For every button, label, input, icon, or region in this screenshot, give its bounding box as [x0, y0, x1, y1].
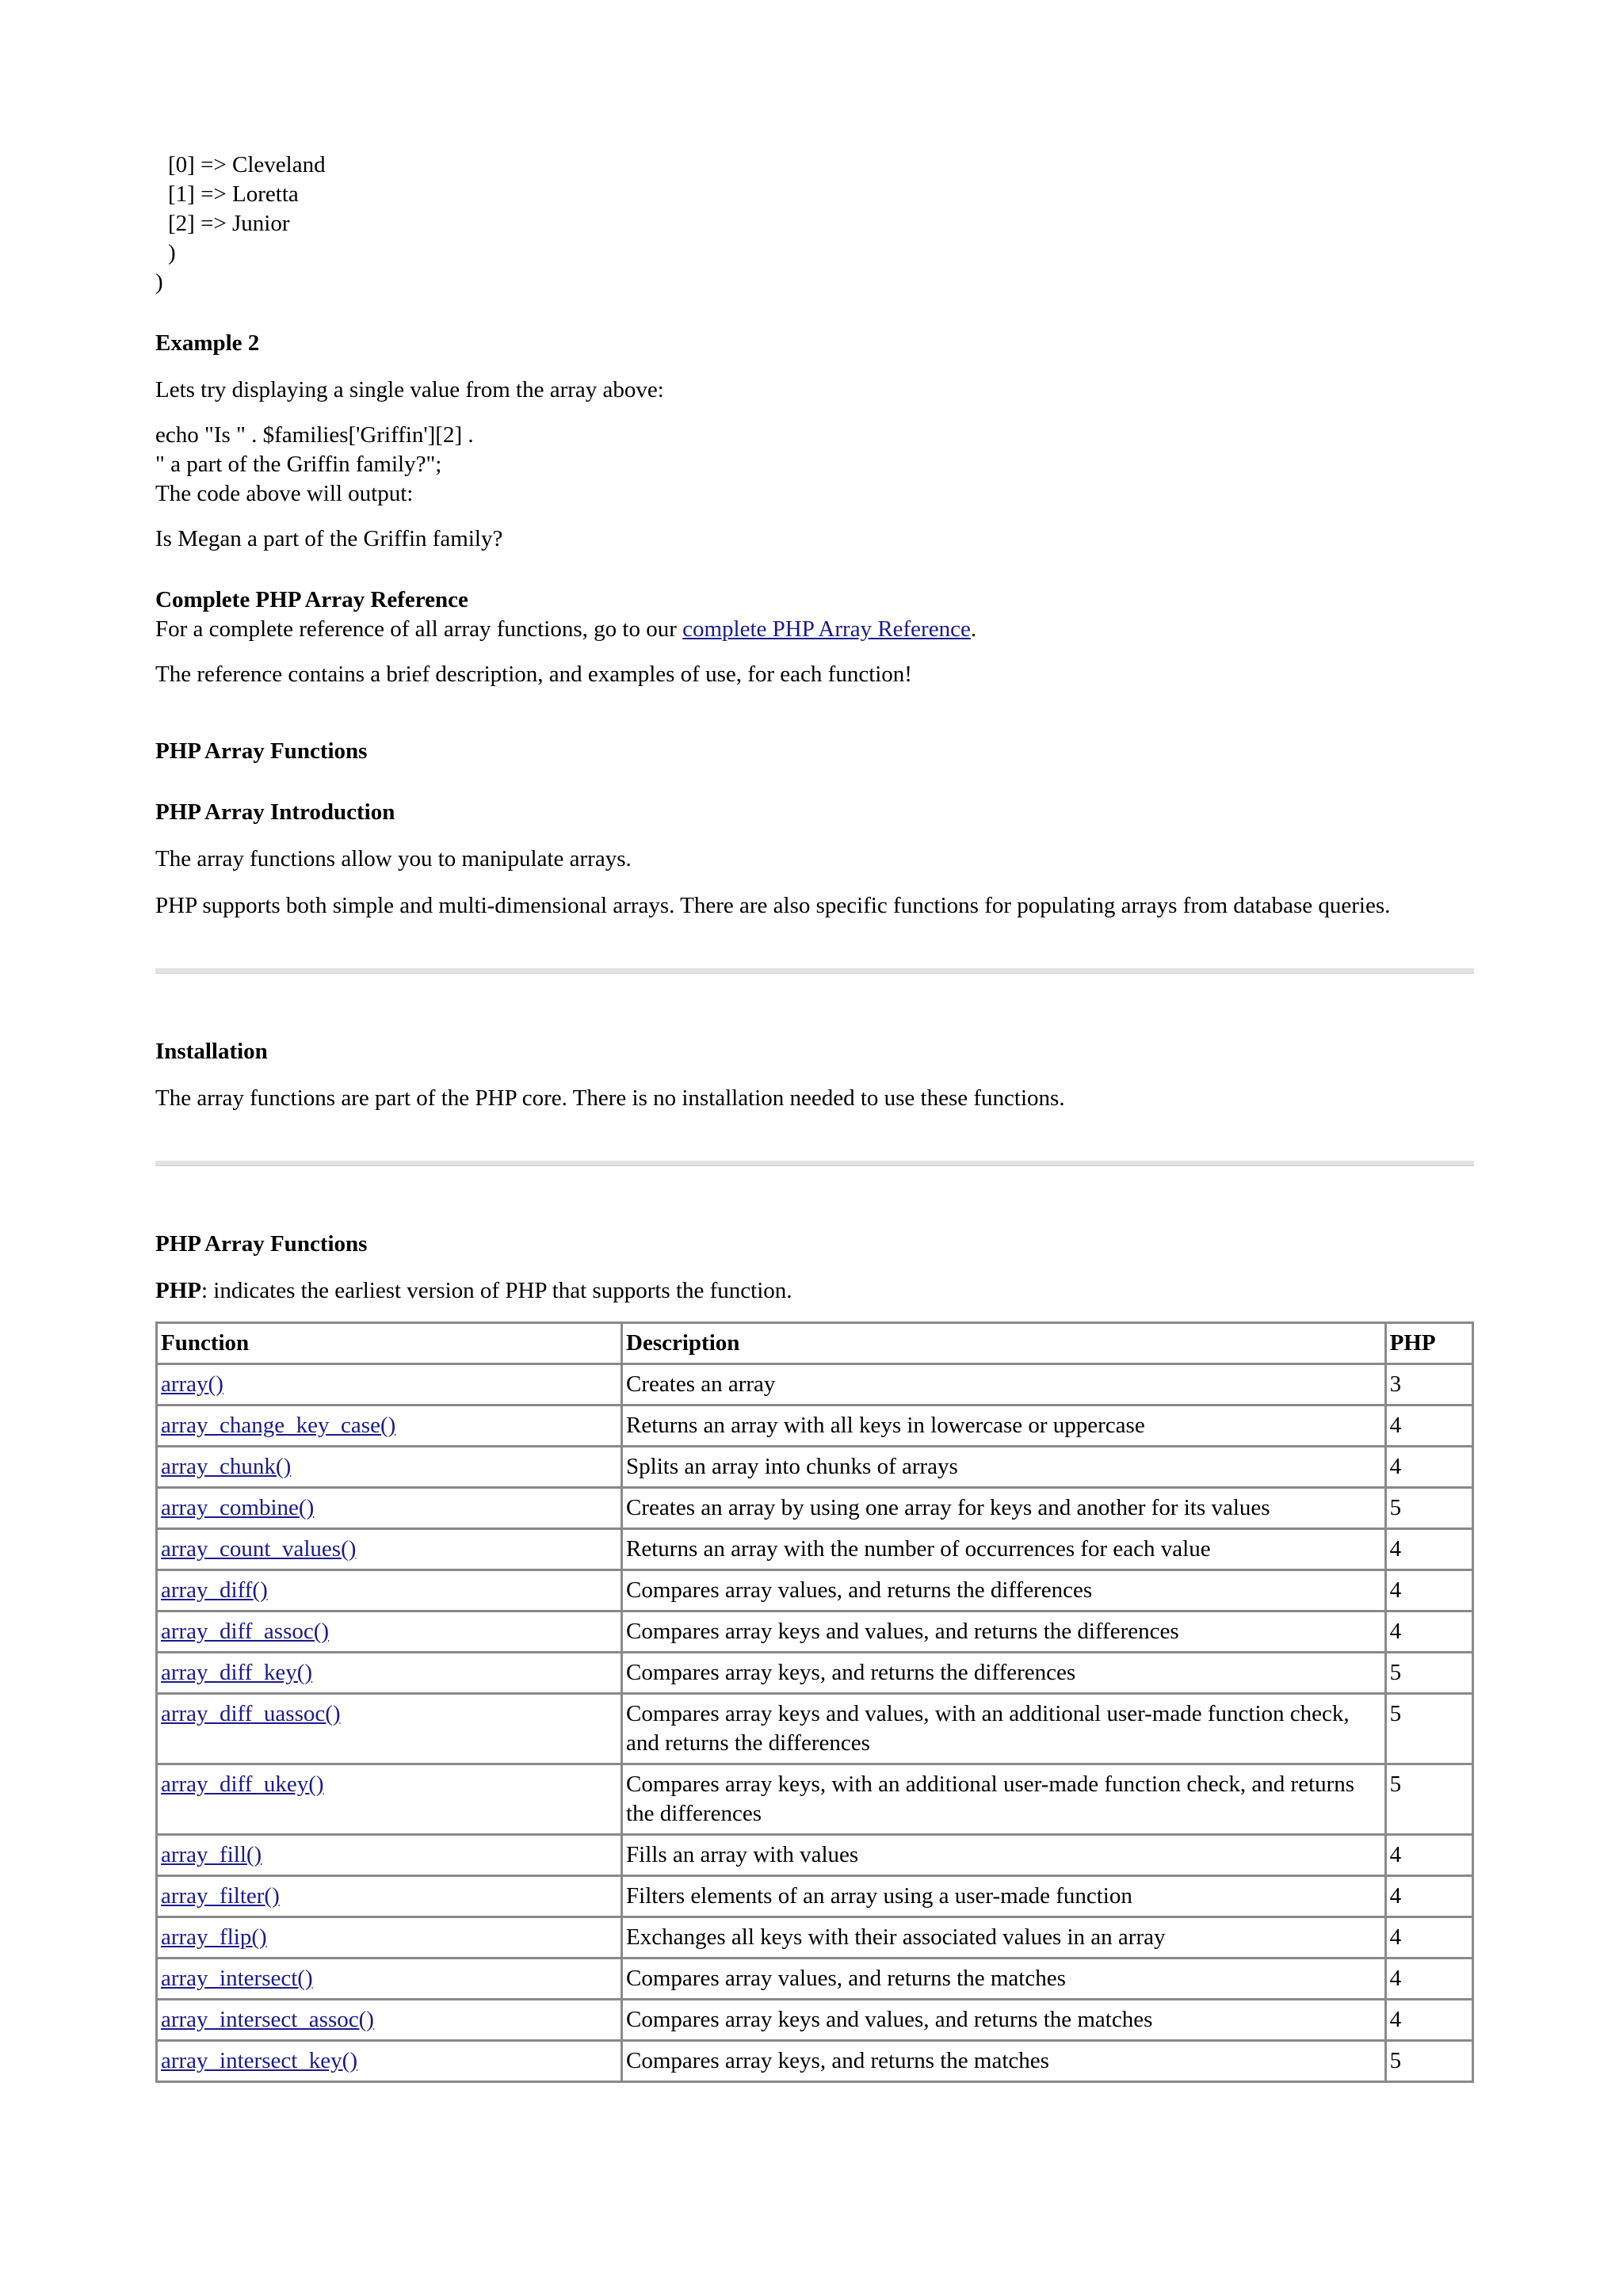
function-link[interactable]: array_flip() — [161, 1924, 267, 1950]
reference-text-after: . — [970, 616, 977, 642]
description-cell: Compares array keys, and returns the matches — [622, 2041, 1386, 2082]
reference-text-before: For a complete reference of all array functions, go to our — [155, 616, 683, 642]
description-cell: Returns an array with all keys in lowercase or uppercase — [622, 1405, 1386, 1447]
introduction-p2: PHP supports both simple and multi-dimensional arrays. There are also specific functions for populating arrays from database queries. — [155, 893, 1391, 918]
table-row — [157, 2041, 1473, 2082]
function-cell — [157, 1653, 622, 1694]
installation-heading: Installation — [155, 1039, 268, 1064]
function-link[interactable]: array_change_key_case() — [161, 1413, 396, 1438]
table-row — [157, 2000, 1473, 2041]
description-cell: Compares array keys, with an additional user-made function check, and returns the differences — [622, 1764, 1386, 1835]
function-cell — [157, 2041, 622, 2082]
table-row — [157, 1958, 1473, 2000]
php-version-cell: 4 — [1385, 1958, 1472, 2000]
description-cell: Compares array keys and values, and returns the matches — [622, 2000, 1386, 2041]
php-version-cell: 4 — [1385, 1917, 1472, 1958]
php-version-cell: 5 — [1385, 1488, 1472, 1529]
reference-note: The reference contains a brief description, and examples of use, for each function! — [155, 662, 912, 687]
array-dump — [155, 151, 1474, 297]
function-cell — [157, 2000, 622, 2041]
array-dump-line: [1] => Loretta — [168, 181, 299, 207]
php-version-cell: 4 — [1385, 1405, 1472, 1447]
function-link[interactable]: array_intersect_assoc() — [161, 2007, 374, 2032]
php-version-cell: 4 — [1385, 1835, 1472, 1876]
php-note-text: : indicates the earliest version of PHP that supports the function. — [201, 1278, 792, 1303]
introduction-p1: The array functions allow you to manipulate arrays. — [155, 846, 632, 871]
table-row — [157, 1570, 1473, 1611]
output-label: The code above will output: — [155, 481, 414, 506]
installation-text: The array functions are part of the PHP core. There is no installation needed to use these functions. — [155, 1085, 1065, 1111]
description-cell: Compares array keys, and returns the differences — [622, 1653, 1386, 1694]
reference-heading: Complete PHP Array Reference — [155, 587, 468, 612]
description-cell: Compares array keys and values, and returns the differences — [622, 1611, 1386, 1653]
function-link[interactable]: array_diff_key() — [161, 1660, 313, 1685]
divider — [155, 1161, 1474, 1166]
table-row — [157, 1917, 1473, 1958]
function-cell — [157, 1694, 622, 1764]
table-row — [157, 1405, 1473, 1447]
php-version-cell: 5 — [1385, 1653, 1472, 1694]
reference-link[interactable]: complete PHP Array Reference — [682, 616, 971, 642]
function-cell — [157, 1835, 622, 1876]
array-functions-table — [155, 1322, 1474, 2083]
description-cell: Fills an array with values — [622, 1835, 1386, 1876]
reference-paragraph — [155, 615, 1474, 644]
function-link[interactable]: array() — [161, 1371, 223, 1397]
array-dump-line: ) — [155, 269, 163, 295]
header-description: Description — [622, 1323, 1386, 1364]
table-header-row — [157, 1323, 1473, 1364]
table-row — [157, 1611, 1473, 1653]
example2-intro: Lets try displaying a single value from the array above: — [155, 377, 664, 402]
description-cell: Creates an array by using one array for keys and another for its values — [622, 1488, 1386, 1529]
header-php: PHP — [1385, 1323, 1472, 1364]
code-line: echo "Is " . $families['Griffin'][2] . — [155, 422, 474, 448]
function-cell — [157, 1364, 622, 1405]
php-version-cell: 5 — [1385, 2041, 1472, 2082]
function-link[interactable]: array_fill() — [161, 1842, 262, 1867]
function-link[interactable]: array_diff_uassoc() — [161, 1701, 341, 1726]
example2-code — [155, 421, 1474, 509]
table-row — [157, 1488, 1473, 1529]
function-link[interactable]: array_combine() — [161, 1495, 315, 1520]
function-cell — [157, 1876, 622, 1917]
table-row — [157, 1653, 1473, 1694]
function-cell — [157, 1405, 622, 1447]
functions-title: PHP Array Functions — [155, 738, 368, 764]
function-cell — [157, 1488, 622, 1529]
php-version-cell: 4 — [1385, 1447, 1472, 1488]
introduction-heading: PHP Array Introduction — [155, 799, 395, 825]
description-cell: Compares array values, and returns the differences — [622, 1570, 1386, 1611]
table-row — [157, 1529, 1473, 1570]
description-cell: Exchanges all keys with their associated values in an array — [622, 1917, 1386, 1958]
php-version-cell: 4 — [1385, 1876, 1472, 1917]
table-row — [157, 1835, 1473, 1876]
description-cell: Compares array values, and returns the matches — [622, 1958, 1386, 2000]
function-link[interactable]: array_diff_assoc() — [161, 1619, 330, 1644]
divider — [155, 968, 1474, 974]
divider-wrap — [155, 968, 1474, 974]
function-cell — [157, 1447, 622, 1488]
table-row — [157, 1876, 1473, 1917]
function-cell — [157, 1917, 622, 1958]
table-row — [157, 1694, 1473, 1764]
php-version-cell: 3 — [1385, 1364, 1472, 1405]
php-version-cell: 5 — [1385, 1764, 1472, 1835]
function-cell — [157, 1611, 622, 1653]
function-link[interactable]: array_filter() — [161, 1883, 280, 1909]
function-cell — [157, 1570, 622, 1611]
php-version-cell: 4 — [1385, 2000, 1472, 2041]
function-cell — [157, 1764, 622, 1835]
header-function: Function — [157, 1323, 622, 1364]
php-version-cell: 4 — [1385, 1570, 1472, 1611]
table-row — [157, 1364, 1473, 1405]
php-version-cell: 4 — [1385, 1529, 1472, 1570]
document-page — [155, 151, 1474, 2083]
description-cell: Filters elements of an array using a user-made function — [622, 1876, 1386, 1917]
functions-section-heading: PHP Array Functions — [155, 1231, 368, 1257]
php-version-cell: 5 — [1385, 1694, 1472, 1764]
php-version-cell: 4 — [1385, 1611, 1472, 1653]
php-label: PHP — [155, 1278, 201, 1303]
function-link[interactable]: array_count_values() — [161, 1536, 357, 1562]
example2-heading: Example 2 — [155, 330, 260, 356]
example2-output: Is Megan a part of the Griffin family? — [155, 526, 503, 551]
function-link[interactable]: array_intersect() — [161, 1966, 313, 1991]
description-cell: Creates an array — [622, 1364, 1386, 1405]
function-cell — [157, 1529, 622, 1570]
description-cell: Returns an array with the number of occurrences for each value — [622, 1529, 1386, 1570]
array-dump-line: [2] => Junior — [168, 211, 290, 236]
description-cell: Compares array keys and values, with an additional user-made function check, and returns the differences — [622, 1694, 1386, 1764]
table-row — [157, 1764, 1473, 1835]
function-cell — [157, 1958, 622, 2000]
array-dump-line: ) — [168, 240, 176, 265]
description-cell: Splits an array into chunks of arrays — [622, 1447, 1386, 1488]
array-dump-line: [0] => Cleveland — [168, 152, 326, 177]
function-link[interactable]: array_intersect_key() — [161, 2048, 357, 2073]
functions-section-note — [155, 1276, 1474, 1306]
function-link[interactable]: array_chunk() — [161, 1454, 292, 1479]
function-link[interactable]: array_diff() — [161, 1577, 268, 1603]
table-row — [157, 1447, 1473, 1488]
table-body — [157, 1364, 1473, 2082]
code-line: " a part of the Griffin family?"; — [155, 452, 442, 477]
divider-wrap — [155, 1161, 1474, 1166]
function-link[interactable]: array_diff_ukey() — [161, 1772, 324, 1797]
